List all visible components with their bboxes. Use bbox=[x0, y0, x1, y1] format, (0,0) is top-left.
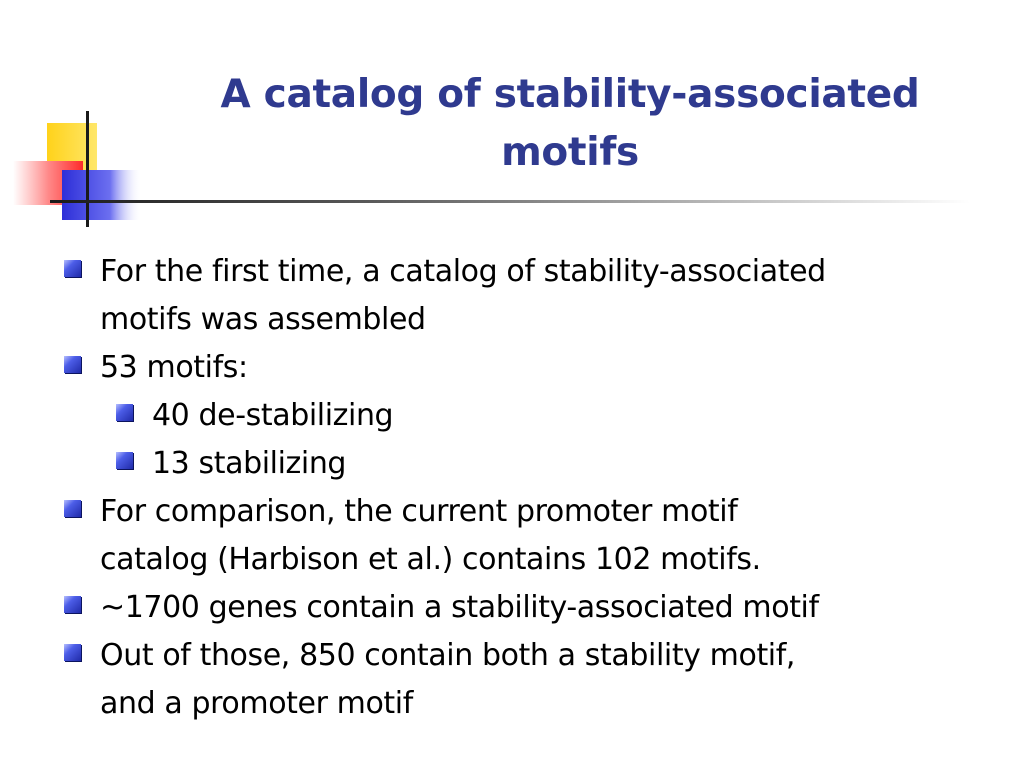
title-line: A catalog of stability-associated bbox=[220, 72, 920, 117]
bullet-text: ~1700 genes contain a stability-associated motif bbox=[100, 590, 819, 625]
bullet-text: 13 stabilizing bbox=[152, 446, 347, 481]
square-bullet-icon bbox=[64, 644, 81, 661]
bullet-text: Out of those, 850 contain both a stability motif, bbox=[100, 638, 796, 673]
bullet-item bbox=[100, 632, 1000, 728]
bullet-text: and a promoter motif bbox=[100, 686, 413, 721]
horizontal-line bbox=[50, 200, 970, 203]
square-bullet-icon bbox=[64, 356, 81, 373]
sub-bullet-item bbox=[152, 440, 992, 488]
sub-bullet-item bbox=[152, 392, 992, 440]
slide-title bbox=[150, 66, 990, 182]
square-bullet-icon bbox=[64, 500, 81, 517]
square-bullet-icon bbox=[64, 260, 81, 277]
bullet-item bbox=[100, 248, 1000, 344]
bullet-text: catalog (Harbison et al.) contains 102 motifs. bbox=[100, 542, 761, 577]
square-bullet-icon bbox=[64, 596, 81, 613]
bullet-text: 40 de-stabilizing bbox=[152, 398, 394, 433]
bullet-item bbox=[100, 488, 1000, 584]
blue-square bbox=[62, 170, 142, 220]
vertical-line bbox=[86, 111, 89, 227]
square-bullet-icon bbox=[116, 404, 133, 421]
bullet-text: motifs was assembled bbox=[100, 302, 426, 337]
bullet-text: For comparison, the current promoter motif bbox=[100, 494, 738, 529]
bullet-text: 53 motifs: bbox=[100, 350, 248, 385]
square-bullet-icon bbox=[116, 452, 133, 469]
bullet-item bbox=[100, 344, 1000, 392]
bullet-item bbox=[100, 584, 1000, 632]
bullet-text: For the first time, a catalog of stability-associated bbox=[100, 254, 826, 289]
title-line: motifs bbox=[501, 130, 639, 175]
